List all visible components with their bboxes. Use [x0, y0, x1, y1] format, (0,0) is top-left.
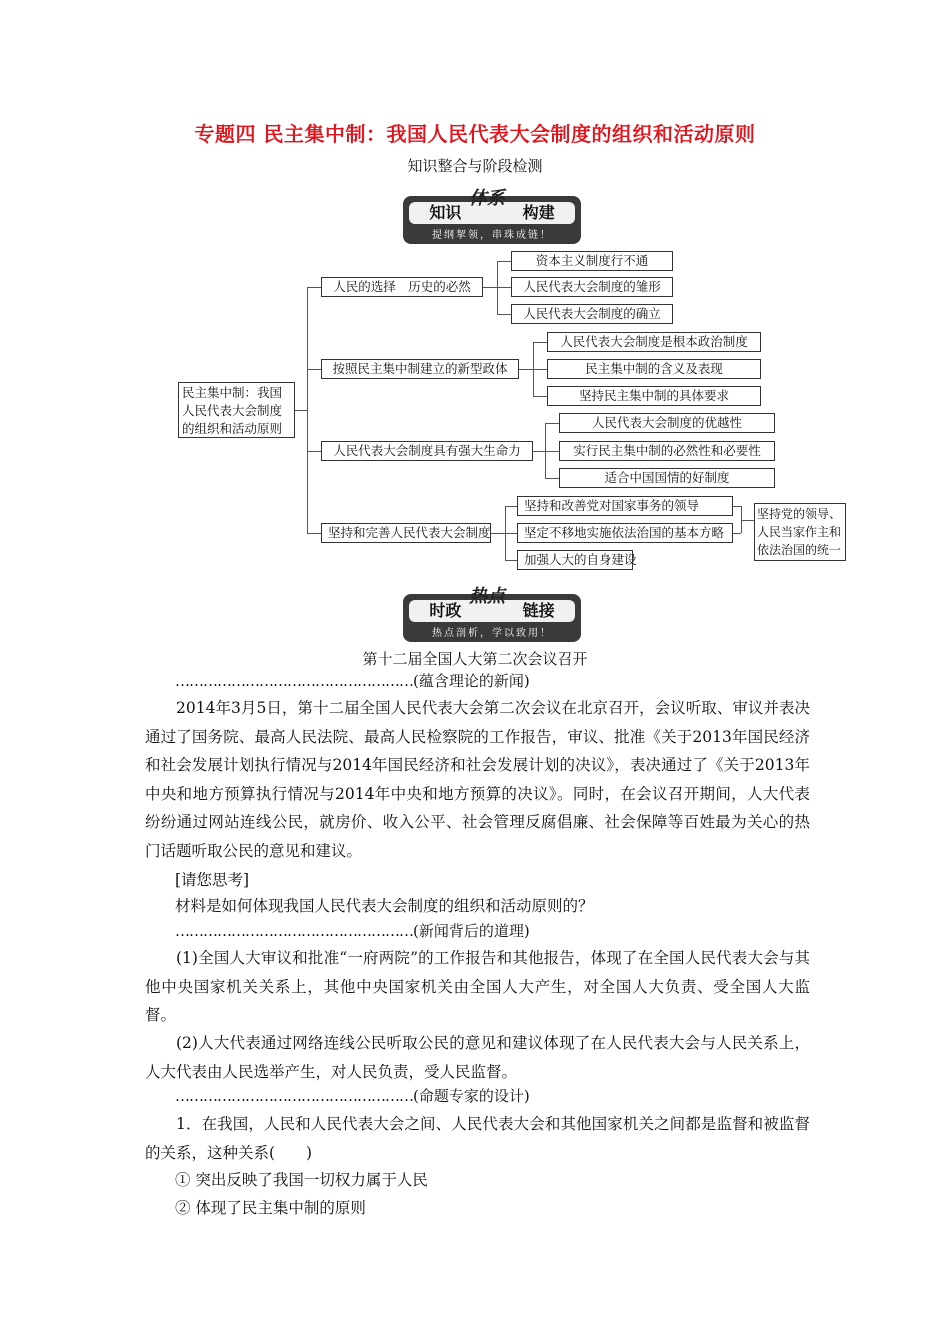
branch-3-child-3: 适合中国国情的好制度 [559, 468, 775, 488]
branch-1: 人民的选择 历史的必然 [321, 277, 483, 297]
banner-deco-text: 热点 [469, 586, 505, 607]
page-title: 专题四 民主集中制：我国人民代表大会制度的组织和活动原则 [194, 122, 756, 146]
question-1: 1．在我国，人民和人民代表大会之间、人民代表大会和其他国家机关之间都是监督和被监督的关系，这种关系( ) [145, 1115, 810, 1162]
mindmap-side-note: 坚持党的领导、人民当家作主和依法治国的统一 [754, 503, 846, 561]
branch-1-child-1: 资本主义制度行不通 [511, 251, 673, 271]
branch-3-child-2: 实行民主集中制的必然性和必要性 [559, 441, 775, 461]
news-paragraph: 2014年3月5日，第十二届全国人民代表大会第二次会议在北京召开，会议听取、审议并表决通过了国务院、最高人民法院、最高人民检察院的工作报告，审议、批准《关于2013年国民经济和社会发展计划执行情况与2014年国民经济和社会发展计划的决议》，表决通过了《关于2013年中央和地方预算执行情况与2014年中央和地方预算的决议》。同时，在会议召开期间，人大代表纷纷通过网站连线公民，就房价、收入公平、社会管理反腐倡廉、社会保障等百姓最为关心的热门话题听取公民的意见和建议。 [145, 699, 810, 860]
banner-subtext: 热点剖析，学以致用！ [432, 628, 552, 639]
banner-main-left: 知识 [429, 203, 462, 222]
banner-deco-text: 体系 [469, 188, 505, 209]
branch-3: 人民代表大会制度具有强大生命力 [321, 441, 533, 461]
current-affairs-banner [403, 586, 581, 642]
think-question: 材料是如何体现我国人民代表大会制度的组织和活动原则的？ [175, 897, 594, 915]
section-design-header: ……………………………………………(命题专家的设计) [175, 1087, 530, 1105]
option-1: ① 突出反映了我国一切权力属于人民 [175, 1171, 428, 1189]
branch-4-child-3: 加强人大的自身建设 [517, 550, 633, 570]
branch-1-child-2: 人民代表大会制度的雏形 [511, 277, 673, 297]
branch-2-child-2: 民主集中制的含义及表现 [547, 359, 761, 379]
banner-main-right: 构建 [522, 203, 555, 222]
branch-2-child-1: 人民代表大会制度是根本政治制度 [547, 332, 761, 352]
option-2: ② 体现了民主集中制的原则 [175, 1199, 366, 1217]
branch-1-child-3: 人民代表大会制度的确立 [511, 304, 673, 324]
think-label: [请您思考] [175, 871, 250, 889]
reason-1: (1)全国人大审议和批准“一府两院”的工作报告和其他报告，体现了在全国人民代表大会与其他中央国家机关关系上，其他中央国家机关由全国人大产生，对全国人大负责、受全国人大监督。 [145, 949, 810, 1024]
banner-main-right: 链接 [522, 601, 555, 620]
reason-2: (2)人大代表通过网络连线公民听取公民的意见和建议体现了在人民代表大会与人民关系上，人大代表由人民选举产生，对人民负责，受人民监督。 [145, 1034, 810, 1081]
banner-subtext: 提纲挈领，串珠成链！ [432, 230, 552, 241]
branch-4-child-2: 坚定不移地实施依法治国的基本方略 [517, 523, 733, 543]
section-reason-header: ……………………………………………(新闻背后的道理) [175, 922, 530, 940]
event-title: 第十二届全国人大第二次会议召开 [362, 650, 588, 668]
banner-main-left: 时政 [429, 601, 462, 620]
branch-4-child-1: 坚持和改善党对国家事务的领导 [517, 496, 733, 516]
branch-2-child-3: 坚持民主集中制的具体要求 [547, 386, 761, 406]
branch-3-child-1: 人民代表大会制度的优越性 [559, 413, 775, 433]
page-subtitle: 知识整合与阶段检测 [407, 157, 543, 175]
section-news-header: ……………………………………………(蕴含理论的新闻) [175, 672, 530, 690]
branch-4: 坚持和完善人民代表大会制度 [321, 523, 491, 543]
branch-2: 按照民主集中制建立的新型政体 [321, 359, 519, 379]
mindmap-root: 民主集中制：我国人民代表大会制度的组织和活动原则 [178, 382, 295, 438]
